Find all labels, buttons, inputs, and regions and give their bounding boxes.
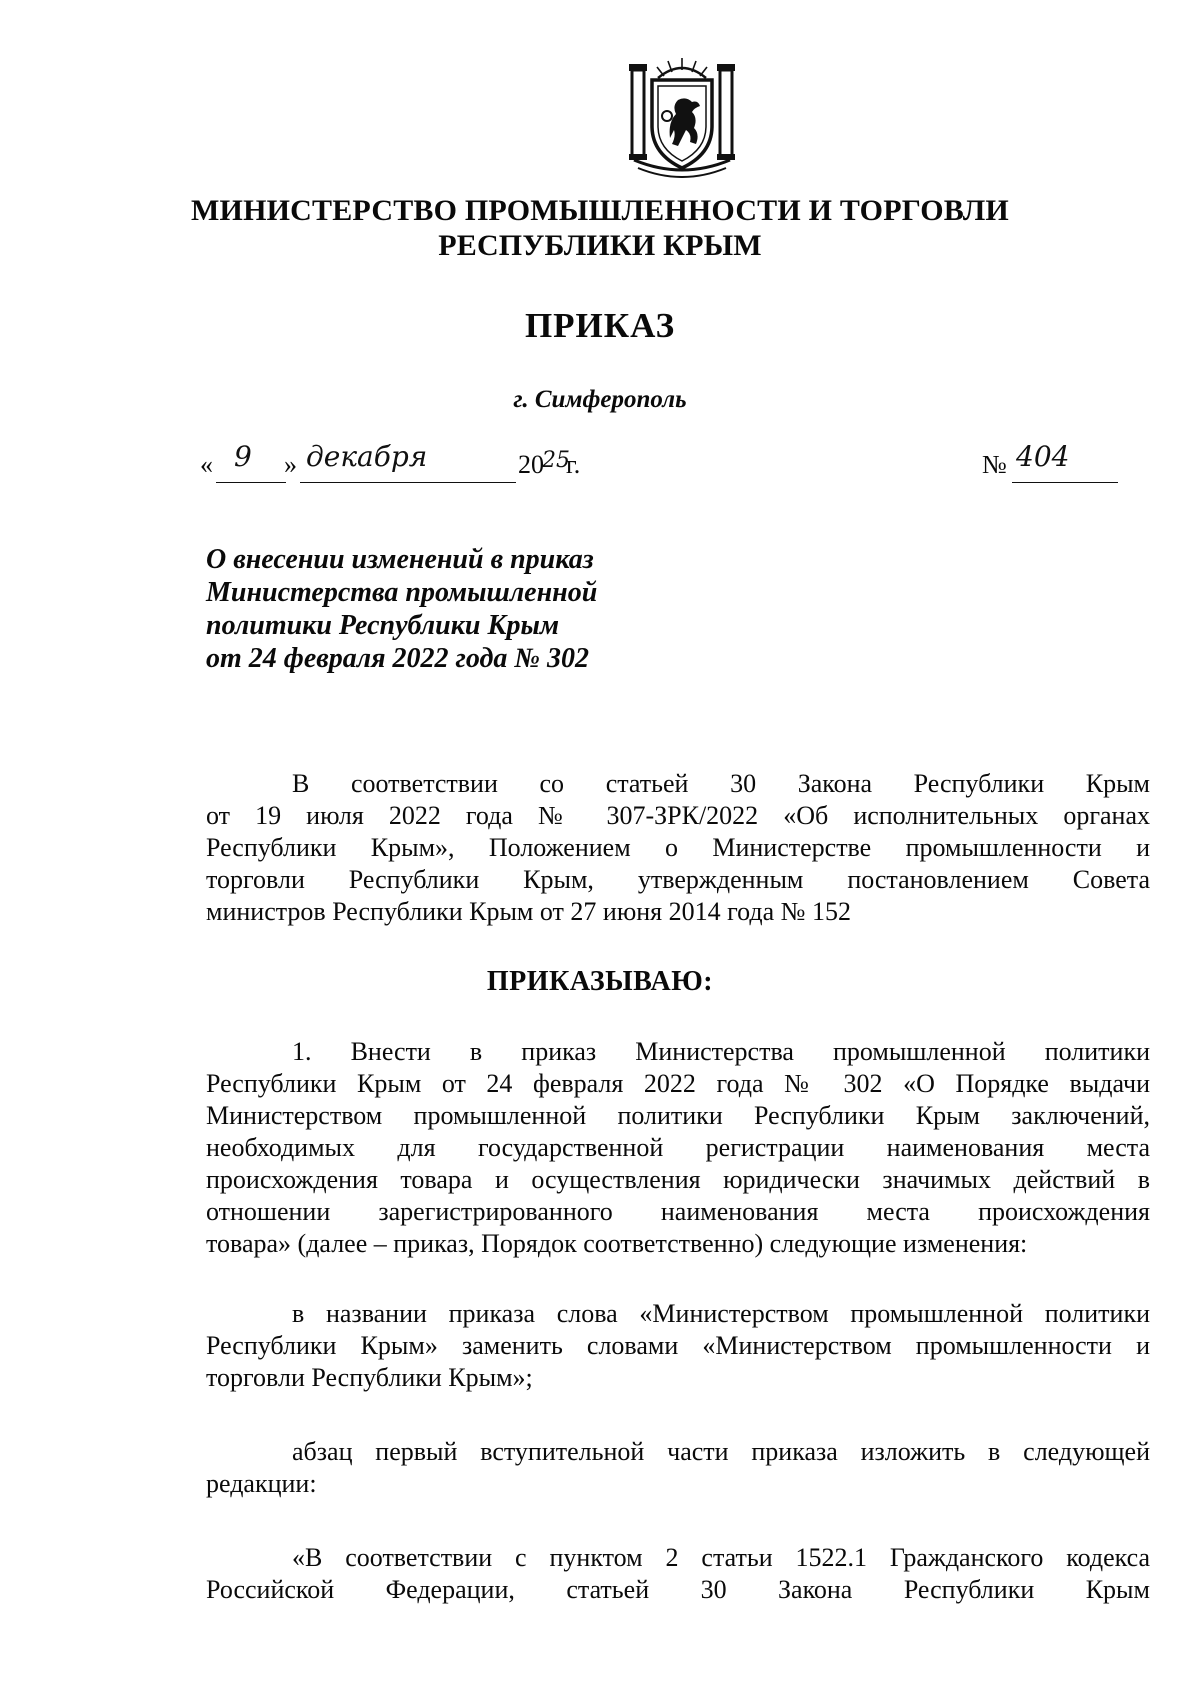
new-preamble-quote-paragraph — [206, 1542, 1150, 1606]
preamble-word: Крым — [1085, 769, 1150, 798]
date-day-handwritten: 9 — [234, 440, 252, 473]
order-directive-heading: ПРИКАЗЫВАЮ: — [486, 966, 714, 997]
date-day-underline — [216, 482, 286, 483]
preamble-word: 30 — [730, 769, 757, 798]
ministry-heading — [0, 193, 1200, 263]
preamble-line: министров Республики Крым от 27 июня 2014 года № 152 — [206, 897, 851, 926]
date-open-quote: « — [200, 450, 213, 479]
order-number-line — [982, 440, 1122, 490]
change-title-line: торговли Республики Крым»; — [206, 1363, 533, 1392]
date-close-quote: » — [284, 450, 297, 479]
order-number-handwritten: 404 — [1016, 440, 1070, 473]
subject-line: от 24 февраля 2022 года № 302 — [206, 643, 590, 674]
document-title: ПРИКАЗ — [524, 306, 676, 345]
date-year-unit: г. — [566, 450, 581, 479]
preamble-line: Республики Крым», Положением о Министерстве промышленности и — [206, 833, 1150, 862]
preamble-word: статьей — [605, 769, 689, 798]
change-preamble-line: абзац первый вступительной части приказа изложить в следующей — [292, 1437, 1150, 1466]
preamble-word: со — [539, 769, 565, 798]
ministry-heading-line1: МИНИСТЕРСТВО ПРОМЫШЛЕННОСТИ И ТОРГОВЛИ — [191, 194, 1009, 227]
new-preamble-word: 30 — [700, 1575, 727, 1604]
preamble-line: от 19 июля 2022 года № 307-ЗРК/2022 «Об исполнительных органах — [206, 801, 1150, 830]
new-preamble-word: Республики — [903, 1575, 1035, 1604]
item-1-line: Министерством промышленной политики Республики Крым заключений, — [206, 1101, 1150, 1130]
preamble-word: Закона — [797, 769, 873, 798]
item-1-line: Республики Крым от 24 февраля 2022 года № 302 «О Порядке выдачи — [206, 1069, 1150, 1098]
crimea-coat-of-arms-icon — [628, 56, 736, 178]
preamble-line1 — [206, 768, 1150, 800]
ministry-heading-line2: РЕСПУБЛИКИ КРЫМ — [438, 229, 762, 262]
preamble-line: торговли Республики Крым, утвержденным постановлением Совета — [206, 865, 1150, 894]
change-title-line: Республики Крым» заменить словами «Министерством промышленности и — [206, 1331, 1150, 1360]
change-preamble-paragraph — [206, 1436, 1150, 1500]
preamble-word: В — [292, 769, 310, 798]
date-month-underline — [300, 482, 516, 483]
item-1-line: отношении зарегистрированного наименования места происхождения — [206, 1197, 1150, 1226]
subject-line: Министерства промышленной — [206, 577, 598, 608]
date-month-handwritten: декабря — [306, 440, 428, 473]
preamble-paragraph — [206, 768, 1150, 928]
item-1-line: 1. Внести в приказ Министерства промышленной политики — [292, 1037, 1150, 1066]
new-preamble-word: Крым — [1085, 1575, 1150, 1604]
new-preamble-word: Закона — [778, 1575, 853, 1604]
subject-line: политики Республики Крым — [206, 610, 560, 641]
item-1-line: товара» (далее – приказ, Порядок соответственно) следующие изменения: — [206, 1229, 1028, 1258]
city-label: г. Симферополь — [513, 386, 687, 413]
order-subject — [206, 543, 597, 675]
new-preamble-word: Федерации, — [385, 1575, 515, 1604]
preamble-word: соответствии — [350, 769, 498, 798]
order-number-label: № — [982, 450, 1007, 479]
new-preamble-word: Российской — [206, 1575, 335, 1604]
item-1-line: необходимых для государственной регистрации наименования места — [206, 1133, 1150, 1162]
preamble-word: Республики — [913, 769, 1045, 798]
new-preamble-line2 — [206, 1574, 1150, 1606]
date-year-handwritten: 25 — [542, 448, 570, 473]
item-1-paragraph — [206, 1036, 1150, 1260]
order-number-underline — [1012, 482, 1118, 483]
new-preamble-line: «В соответствии с пунктом 2 статьи 1522.1 Гражданского кодекса — [292, 1543, 1150, 1572]
change-preamble-line: редакции: — [206, 1469, 317, 1498]
date-year-prefix: 20 — [518, 450, 544, 479]
change-title-line: в названии приказа слова «Министерством промышленной политики — [292, 1299, 1150, 1328]
new-preamble-word: статьей — [566, 1575, 650, 1604]
item-1-line: происхождения товара и осуществления юридически значимых действий в — [206, 1165, 1150, 1194]
date-line — [200, 440, 620, 490]
subject-line: О внесении изменений в приказ — [206, 544, 594, 575]
change-title-paragraph — [206, 1298, 1150, 1394]
